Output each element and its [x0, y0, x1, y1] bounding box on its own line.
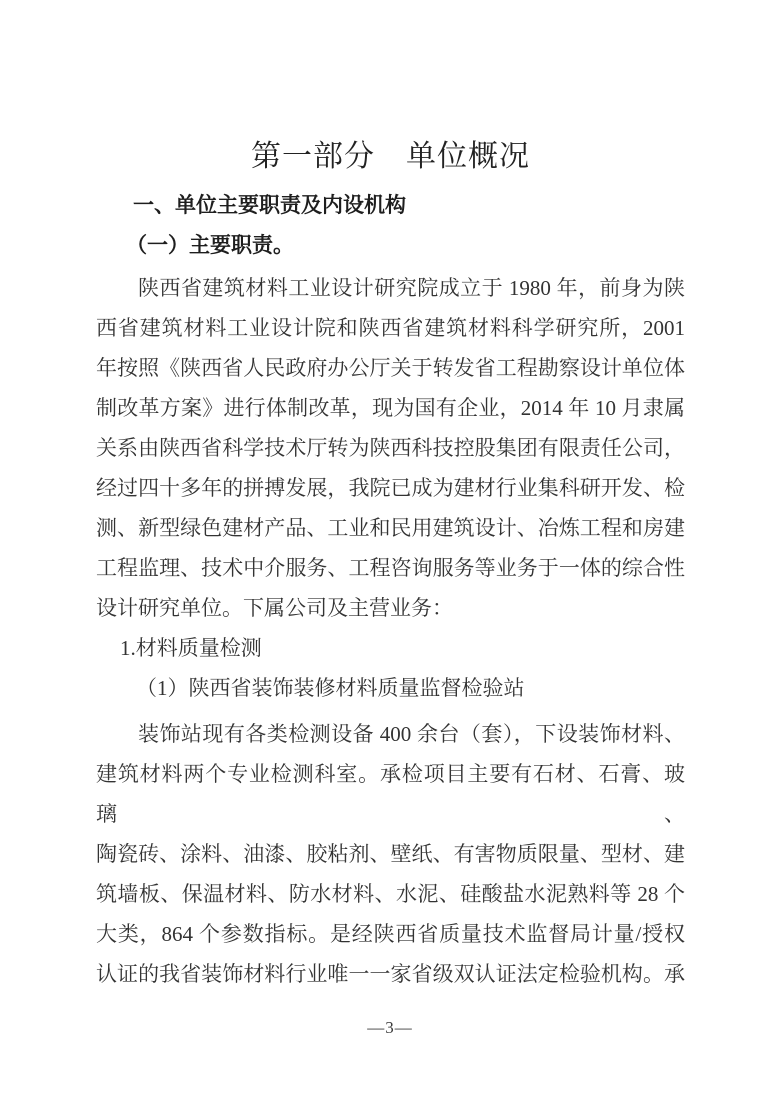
body-line: 陕西省建筑材料工业设计研究院成立于 1980 年，前身为陕 — [138, 276, 685, 300]
page-number: —3— — [367, 1018, 413, 1037]
body-line: 年按照《陕西省人民政府办公厅关于转发省工程勘察设计单位体 — [96, 356, 685, 380]
body-line: 认证的我省装饰材料行业唯一一家省级双认证法定检验机构。承 — [96, 962, 685, 986]
list-item-number: 1.材料质量检测 — [120, 636, 262, 660]
body-line: 制改革方案》进行体制改革，现为国有企业，2014 年 10 月隶属 — [96, 396, 685, 420]
body-line: 陶瓷砖、涂料、油漆、胶粘剂、壁纸、有害物质限量、型材、建 — [96, 842, 685, 866]
body-line: 大类，864 个参数指标。是经陕西省质量技术监督局计量/授权 — [96, 922, 685, 946]
heading-unit-duties: 一、单位主要职责及内设机构 — [133, 194, 406, 217]
body-line: 设计研究单位。下属公司及主营业务： — [96, 596, 453, 620]
body-line: 测、新型绿色建材产品、工业和民用建筑设计、冶炼工程和房建 — [96, 516, 685, 540]
body-line: 关系由陕西省科学技术厅转为陕西科技控股集团有限责任公司， — [96, 436, 685, 460]
heading-main-duties: （一）主要职责。 — [126, 233, 294, 257]
body-line: 西省建筑材料工业设计院和陕西省建筑材料科学研究所，2001 — [96, 316, 685, 340]
section-title: 第一部分 单位概况 — [251, 140, 530, 173]
body-line: 筑墙板、保温材料、防水材料、水泥、硅酸盐水泥熟料等 28 个 — [96, 882, 685, 906]
list-item-sub: （1）陕西省装饰装修材料质量监督检验站 — [136, 676, 525, 700]
body-line: 建筑材料两个专业检测科室。承检项目主要有石材、石膏、玻璃、 — [96, 762, 685, 826]
body-line: 装饰站现有各类检测设备 400 余台（套），下设装饰材料、 — [138, 722, 685, 746]
document-body — [96, 268, 685, 994]
body-line: 工程监理、技术中介服务、工程咨询服务等业务于一体的综合性 — [96, 556, 685, 580]
body-line: 经过四十多年的拼搏发展，我院已成为建材行业集科研开发、检 — [96, 476, 685, 500]
